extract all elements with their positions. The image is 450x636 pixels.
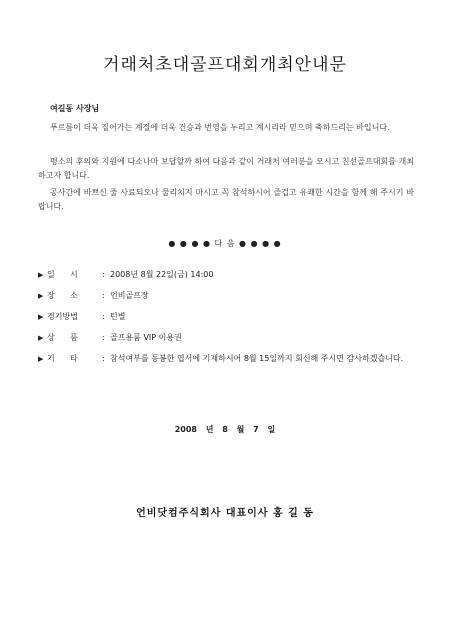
detail-label: 기 타 bbox=[47, 354, 78, 363]
paragraph-3-text: 공사간에 바쁘신 줄 사료되오나 물리치지 마시고 꼭 참석하시어 즐겁고 유쾌한 시간을 함께 해 주시기 바랍니다. bbox=[38, 188, 414, 211]
document-date: 2008 년 8 월 7 일 bbox=[174, 425, 276, 434]
bullet-icon: ▶ bbox=[38, 334, 44, 342]
section-separator: ● ● ● ● 다 음 ● ● ● ● bbox=[168, 239, 282, 248]
detail-value: 2008년 8월 22일(금) 14:00 bbox=[110, 270, 214, 279]
bullet-icon: ▶ bbox=[38, 313, 44, 321]
colon: : bbox=[102, 333, 105, 342]
bullet-icon: ▶ bbox=[38, 271, 44, 279]
bullet-icon: ▶ bbox=[38, 355, 44, 363]
colon: : bbox=[102, 312, 105, 321]
detail-label: 일 시 bbox=[47, 270, 78, 279]
detail-label: 경기방법 bbox=[47, 312, 78, 321]
paragraph-2-text: 평소의 후의와 지원에 다소나마 보답할까 하여 다음과 같이 거래처 여러분을 모시고 친선골프대회를 개최하고자 합니다. bbox=[38, 157, 414, 180]
paragraph-1-text: 푸르름이 더욱 짙어가는 계절에 더욱 건승과 번영을 누리고 계시리라 믿으며 축하드리는 바입니다. bbox=[50, 123, 390, 132]
paragraph-2 bbox=[38, 155, 414, 183]
detail-value: 언비골프장 bbox=[110, 291, 149, 300]
paragraph-1 bbox=[38, 121, 414, 135]
detail-value: 턴별 bbox=[110, 312, 126, 321]
detail-value: 골프용품 VIP 이용권 bbox=[110, 333, 182, 342]
colon: : bbox=[102, 291, 105, 300]
details-list bbox=[38, 268, 418, 388]
document-title: 거래처초대골프대회개최안내문 bbox=[103, 55, 347, 75]
colon: : bbox=[102, 354, 105, 363]
detail-value: 참석여부를 동봉한 엽서에 기재하시어 8월 15일까지 회신해 주시면 감사하겠습니다. bbox=[110, 354, 404, 363]
detail-item-place bbox=[38, 289, 418, 310]
paragraph-3 bbox=[38, 186, 414, 214]
detail-item-date bbox=[38, 268, 418, 289]
colon: : bbox=[102, 270, 105, 279]
bullet-icon: ▶ bbox=[38, 292, 44, 300]
signature: 언비닷컴주식회사 대표이사 홍 길 동 bbox=[136, 508, 314, 519]
detail-label: 장 소 bbox=[47, 291, 78, 300]
detail-item-prize bbox=[38, 331, 418, 352]
greeting: 여길동 사장님 bbox=[50, 104, 100, 113]
detail-label: 상 품 bbox=[47, 333, 78, 342]
detail-item-etc bbox=[38, 352, 418, 388]
detail-item-method bbox=[38, 310, 418, 331]
